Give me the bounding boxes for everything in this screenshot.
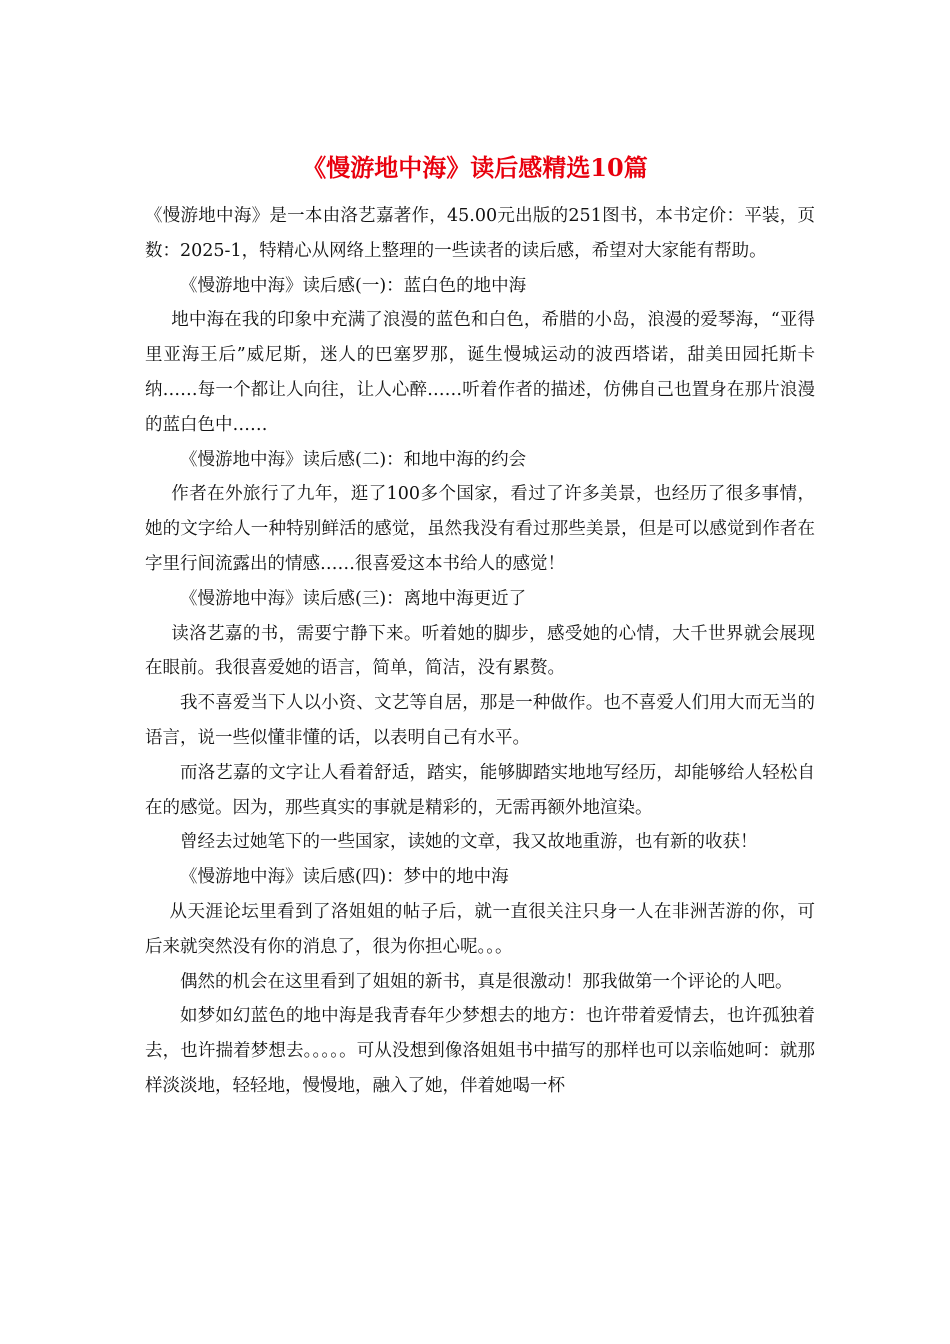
paragraph: 如梦如幻蓝色的地中海是我青春年少梦想去的地方：也许带着爱情去，也许孤独着去，也许揣着梦想去。。。。。可从没想到像洛姐姐书中描写的那样也可以亲临她呵：就那样淡淡地，轻轻地，慢慢地，融入了她，伴着她喝一杯 xyxy=(145,1006,815,1096)
section-heading-2: 《慢游地中海》读后感(二)：和地中海的约会 xyxy=(180,449,527,470)
paragraph: 我不喜爱当下人以小资、文艺等自居，那是一种做作。也不喜爱人们用大而无当的语言，说一些似懂非懂的话，以表明自己有水平。 xyxy=(145,693,815,748)
paragraph: 而洛艺嘉的文字让人看着舒适，踏实，能够脚踏实地地写经历，却能够给人轻松自在的感觉。因为，那些真实的事就是精彩的，无需再额外地渲染。 xyxy=(145,762,815,818)
paragraph: 读洛艺嘉的书，需要宁静下来。听着她的脚步，感受她的心情，大千世界就会展现在眼前。我很喜爱她的语言，简单，简洁，没有累赘。 xyxy=(145,623,815,679)
paragraph: 地中海在我的印象中充满了浪漫的蓝色和白色，希腊的小岛，浪漫的爱琴海，“亚得里亚海王后”威尼斯，迷人的巴塞罗那，诞生慢城运动的波西塔诺，甜美田园托斯卡纳……每一个都让人向往，让人心醉……听着作者的描述，仿佛自己也置身在那片浪漫的蓝白色中…… xyxy=(145,310,815,435)
intro-paragraph: 《慢游地中海》是一本由洛艺嘉著作，45.00元出版的251图书，本书定价：平装，页数：2025-1，特精心从网络上整理的一些读者的读后感，希望对大家能有帮助。 xyxy=(145,206,815,261)
paragraph: 偶然的机会在这里看到了姐姐的新书，真是很激动！那我做第一个评论的人吧。 xyxy=(180,971,793,992)
paragraph: 从天涯论坛里看到了洛姐姐的帖子后，就一直很关注只身一人在非洲苦游的你，可后来就突然没有你的消息了，很为你担心呢。。。 xyxy=(145,901,815,957)
section-heading-4: 《慢游地中海》读后感(四)：梦中的地中海 xyxy=(180,867,509,888)
document-body xyxy=(145,199,815,1104)
section-heading-1: 《慢游地中海》读后感(一)：蓝白色的地中海 xyxy=(180,275,527,296)
paragraph: 曾经去过她笔下的一些国家，读她的文章，我又故地重游，也有新的收获！ xyxy=(180,832,758,853)
paragraph: 作者在外旅行了九年，逛了100多个国家，看过了许多美景，也经历了很多事情，她的文字给人一种特别鲜活的感觉，虽然我没有看过那些美景，但是可以感觉到作者在字里行间流露出的情感……很喜爱这本书给人的感觉！ xyxy=(145,484,815,574)
section-heading-3: 《慢游地中海》读后感(三)：离地中海更近了 xyxy=(180,588,527,609)
document-title: 《慢游地中海》读后感精选10篇 xyxy=(302,153,648,182)
